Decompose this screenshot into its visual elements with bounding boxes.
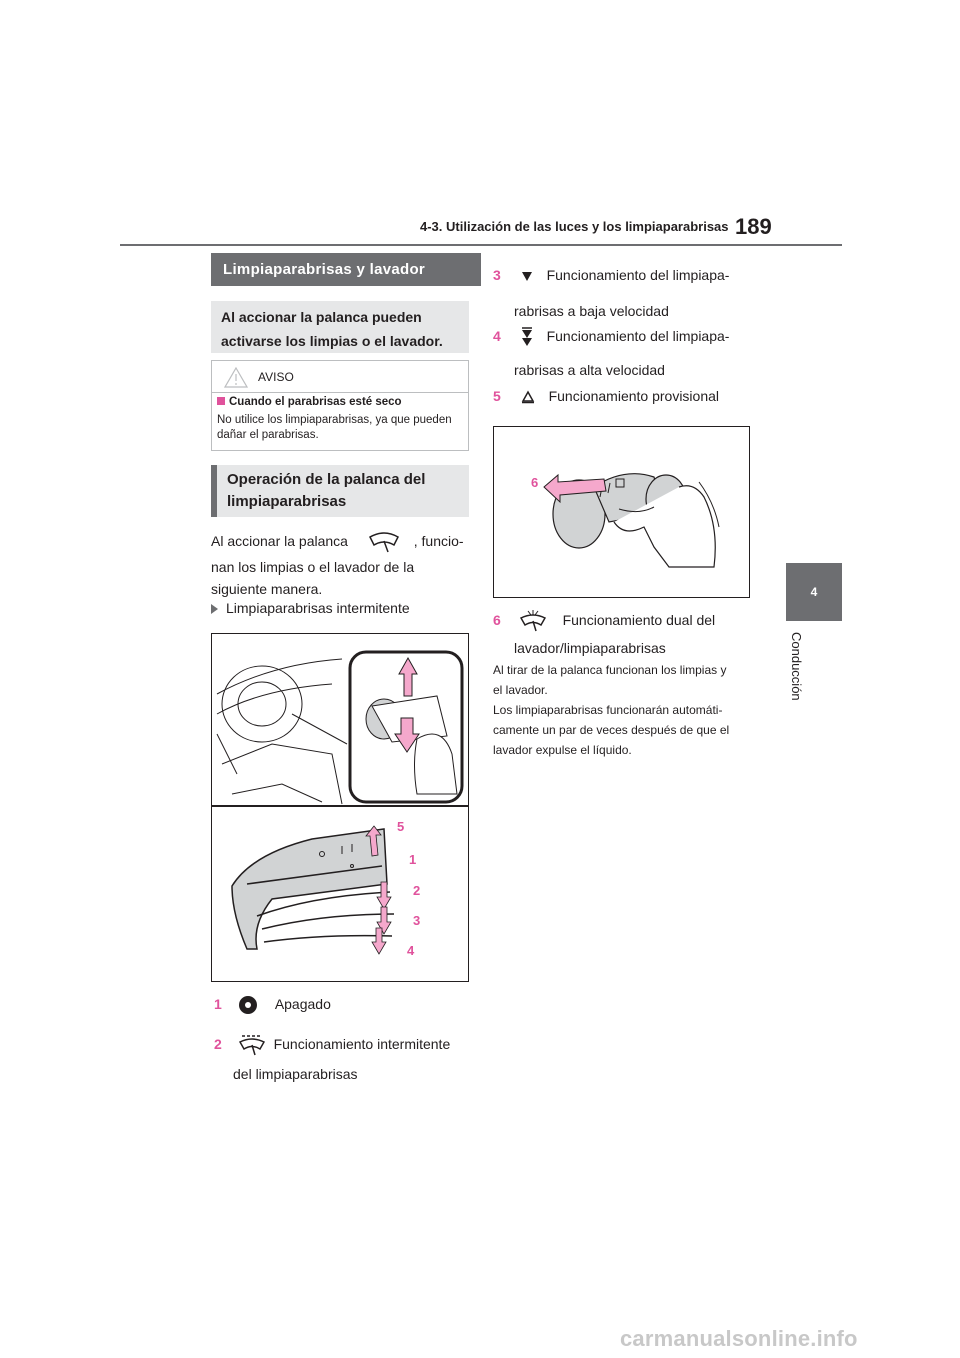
double-down-triangle-icon	[521, 327, 533, 347]
fig-label-5: 5	[397, 819, 405, 834]
paragraph-1	[493, 660, 763, 700]
down-triangle-icon	[521, 270, 533, 282]
title-band	[211, 253, 481, 286]
item-number: 2	[214, 1036, 222, 1052]
washer-wiper-icon	[519, 610, 547, 632]
paragraph-2	[493, 700, 763, 760]
watermark[interactable]: carmanualsonline.info	[620, 1326, 858, 1351]
lever-illustration-svg	[212, 634, 468, 981]
washer-illustration	[493, 426, 750, 598]
item-text: Funcionamiento provisional	[548, 388, 720, 404]
notice-heading: Cuando el parabrisas esté seco	[229, 396, 402, 408]
item-text: Funcionamiento del limpiapa-	[546, 328, 730, 344]
notice-label: AVISO	[258, 370, 294, 384]
intro-line-1	[211, 529, 471, 553]
section-band-text: Operación de la palanca del limpiaparabrisas	[227, 471, 426, 510]
list-item	[493, 384, 763, 408]
para1-line-2: el lavador.	[493, 683, 548, 697]
para1-line-1: Al tirar de la palanca funcionan los limpias y	[493, 663, 727, 677]
item-continuation: lavador/limpiaparabrisas	[514, 640, 666, 657]
para2-line-3: lavador expulse el líquido.	[493, 743, 632, 757]
bullet-text: Limpiaparabrisas intermitente	[226, 600, 410, 616]
chapter-label: Conducción	[789, 632, 804, 701]
item-number: 5	[493, 388, 501, 404]
notice-divider	[212, 392, 468, 393]
intro-line-2: nan los limpias o el lavador de la	[211, 559, 415, 576]
list-item	[493, 324, 763, 382]
subtitle-text: Al accionar la palanca pueden activarse los limpias o el lavador.	[221, 309, 443, 349]
notice-heading-row	[217, 396, 402, 408]
list-item	[214, 992, 331, 1016]
item-text: Apagado	[274, 996, 331, 1012]
page-number: 189	[735, 214, 772, 239]
item-text: Funcionamiento dual del	[562, 612, 716, 628]
fig-label-1: 1	[409, 852, 417, 867]
square-bullet-icon	[217, 397, 225, 405]
section-band	[211, 465, 469, 517]
item-continuation: rabrisas a baja velocidad	[514, 303, 669, 319]
item-continuation: del limpiaparabrisas	[233, 1066, 358, 1083]
fig-label-2: 2	[413, 883, 421, 898]
notice-box	[211, 360, 469, 451]
item-number: 6	[493, 612, 501, 628]
lever-illustration	[211, 633, 469, 982]
fig-label-3: 3	[413, 913, 421, 928]
list-item	[493, 263, 763, 323]
intro-paragraph	[211, 529, 471, 599]
up-triangle-outline-icon	[521, 390, 535, 404]
chapter-number: 4	[810, 585, 818, 599]
item-text: Funcionamiento intermitente	[273, 1036, 451, 1052]
list-item	[214, 1032, 474, 1086]
para2-line-2: camente un par de veces después de que el	[493, 723, 730, 737]
item-number: 1	[214, 996, 222, 1012]
triangle-bullet-icon	[211, 604, 218, 614]
section-heading: 4-3. Utilización de las luces y los limpiaparabrisas	[420, 219, 729, 234]
intro-post: , funcio-	[413, 533, 464, 549]
title-band-text: Limpiaparabrisas y lavador	[223, 261, 426, 278]
fig-label-4: 4	[407, 943, 415, 958]
washer-illustration-svg	[494, 427, 749, 597]
intermittent-wiper-icon	[238, 1034, 266, 1056]
item-number: 4	[493, 328, 501, 344]
intro-pre: Al accionar la palanca	[211, 533, 348, 549]
wiper-lever-icon	[368, 531, 400, 553]
item-continuation: rabrisas a alta velocidad	[514, 362, 665, 378]
fig-label-6: 6	[531, 475, 539, 490]
item-text: Funcionamiento del limpiapa-	[546, 267, 730, 283]
bullet-item	[211, 596, 410, 620]
intro-line-3: siguiente manera.	[211, 581, 323, 598]
para2-line-1: Los limpiaparabrisas funcionarán automáti-	[493, 703, 723, 717]
header-rule	[120, 244, 842, 246]
warning-icon	[224, 367, 248, 388]
off-circle-icon	[238, 995, 258, 1015]
notice-text: No utilice los limpiaparabrisas, ya que pueden dañar el parabrisas.	[217, 414, 452, 441]
item-number: 3	[493, 267, 501, 283]
chapter-tab[interactable]	[786, 563, 842, 621]
list-item	[493, 608, 763, 660]
subtitle-box	[211, 301, 469, 353]
